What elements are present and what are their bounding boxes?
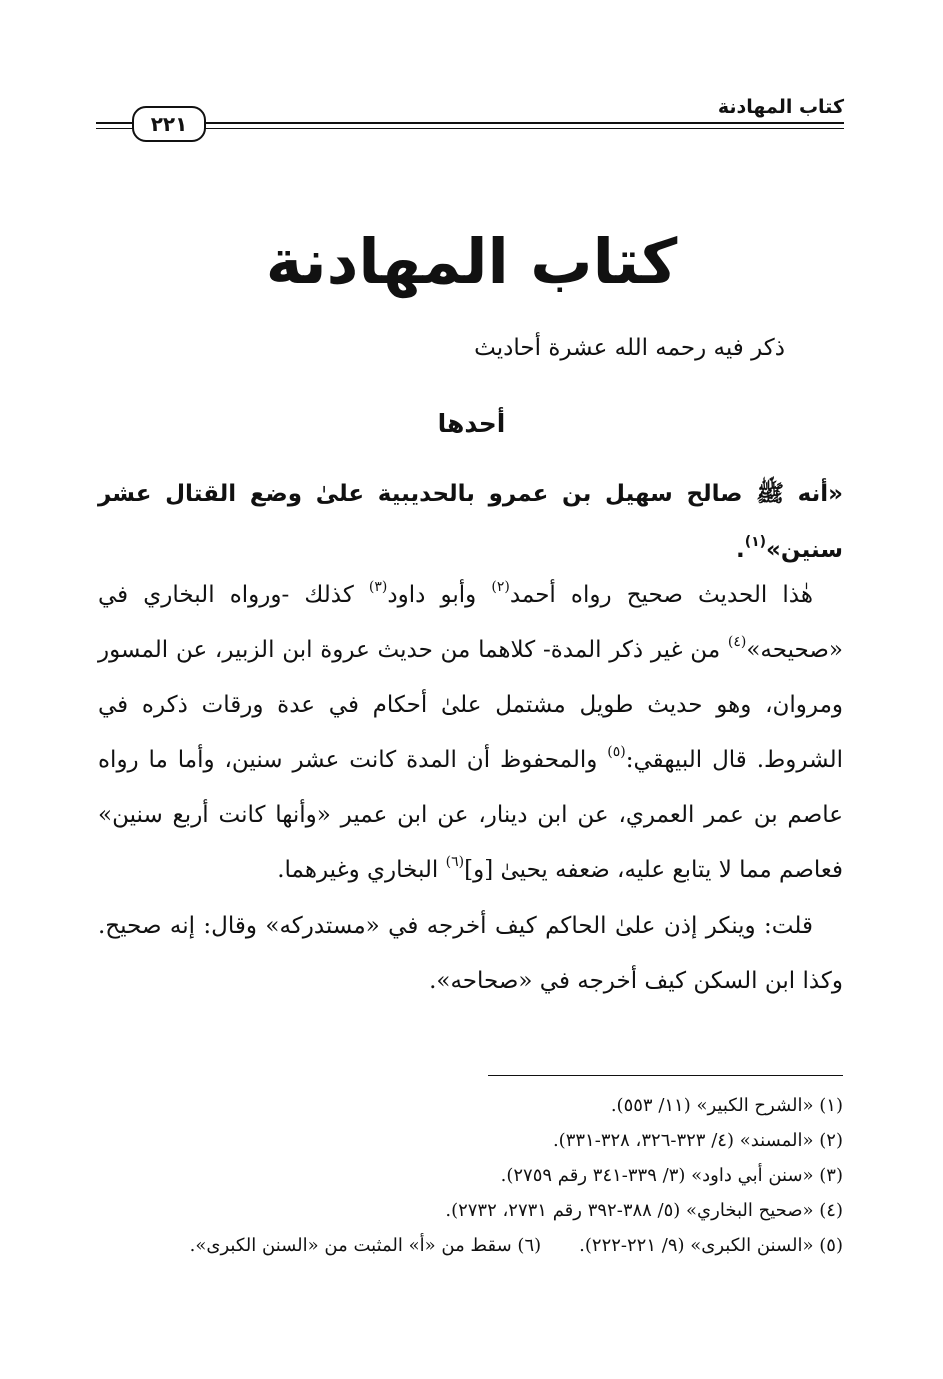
text-run: من غير ذكر المدة- كلاهما من حديث عروة ابن الزبير، عن المسور ومروان، وهو حديث طويل مشتمل علىٰ أحكام في عدة ورقات ذكره في الشروط. قال البيهقي:	[98, 637, 843, 773]
hadith-body: «أنه ﷺ صالح سهيل بن عمرو بالحديبية علىٰ وضع القتال عشر سنين»	[98, 481, 843, 563]
footnote-2: (٢) «المسند» (٤/ ٣٢٣-٣٢٦، ٣٢٨-٣٣١).	[552, 1130, 843, 1151]
header-rule-thin	[96, 128, 844, 129]
text-run: كذلك -ورواه البخاري في «صحيحه»	[98, 582, 843, 663]
page-title: كتاب المهادنة	[265, 225, 678, 298]
footnote-separator	[488, 1075, 843, 1076]
footnote-5: (٥) «السنن الكبرى» (٩/ ٢٢١-٢٢٢).	[579, 1235, 843, 1256]
commentary-paragraph-1	[98, 568, 843, 898]
footnote-3: (٣) «سنن أبي داود» (٣/ ٣٣٩-٣٤١ رقم ٢٧٥٩).	[500, 1165, 843, 1186]
footnote-ref-1: (١)	[744, 534, 767, 550]
footnotes	[98, 1088, 843, 1263]
running-header-title: كتاب المهادنة	[717, 96, 844, 118]
footnote-ref-5: (٥)	[607, 744, 626, 760]
footnote-1: (١) «الشرح الكبير» (١١/ ٥٥٣).	[610, 1095, 843, 1116]
commentary-paragraph-2: قلت: وينكر إذن علىٰ الحاكم كيف أخرجه في «مستدركه» وقال: إنه صحيح. وكذا ابن السكن كيف أخرجه في «صحاحه».	[98, 913, 843, 994]
text-run: وأبو داود	[387, 582, 492, 608]
footnote-4: (٤) «صحيح البخاري» (٥/ ٣٨٨-٣٩٢ رقم ٢٧٣١، ٢٧٣٢).	[445, 1200, 843, 1221]
page-number: ٢٢١	[132, 106, 206, 142]
commentary	[98, 568, 843, 1009]
running-header	[96, 94, 844, 136]
footnote-row-5-6	[98, 1228, 843, 1263]
footnote-6: (٦) سقط من «أ» المثبت من «السنن الكبرى».	[189, 1235, 542, 1256]
footnote-ref-2: (٢)	[491, 579, 510, 595]
text-run: البخاري وغيرهما.	[277, 857, 446, 883]
text-run: والمحفوظ أن المدة كانت عشر سنين، وأما ما رواه عاصم بن عمر العمري، عن ابن دينار، عن ابن عمير «وأنها كانت أربع سنين» فعاصم مما لا يتابع عليه، ضعفه يحيىٰ [و]	[98, 747, 843, 883]
footnote-ref-3: (٣)	[368, 579, 388, 595]
text-run: هٰذا الحديث صحيح رواه أحمد	[509, 582, 813, 608]
footnote-ref-6: (٦)	[445, 854, 465, 870]
intro-line: ذكر فيه رحمه الله عشرة أحاديث	[474, 335, 785, 361]
section-heading: أحدها	[437, 409, 506, 438]
header-rule-thick	[96, 122, 844, 124]
footnote-ref-4: (٤)	[727, 634, 747, 650]
hadith-end: .	[735, 537, 745, 563]
hadith-text	[98, 466, 843, 578]
